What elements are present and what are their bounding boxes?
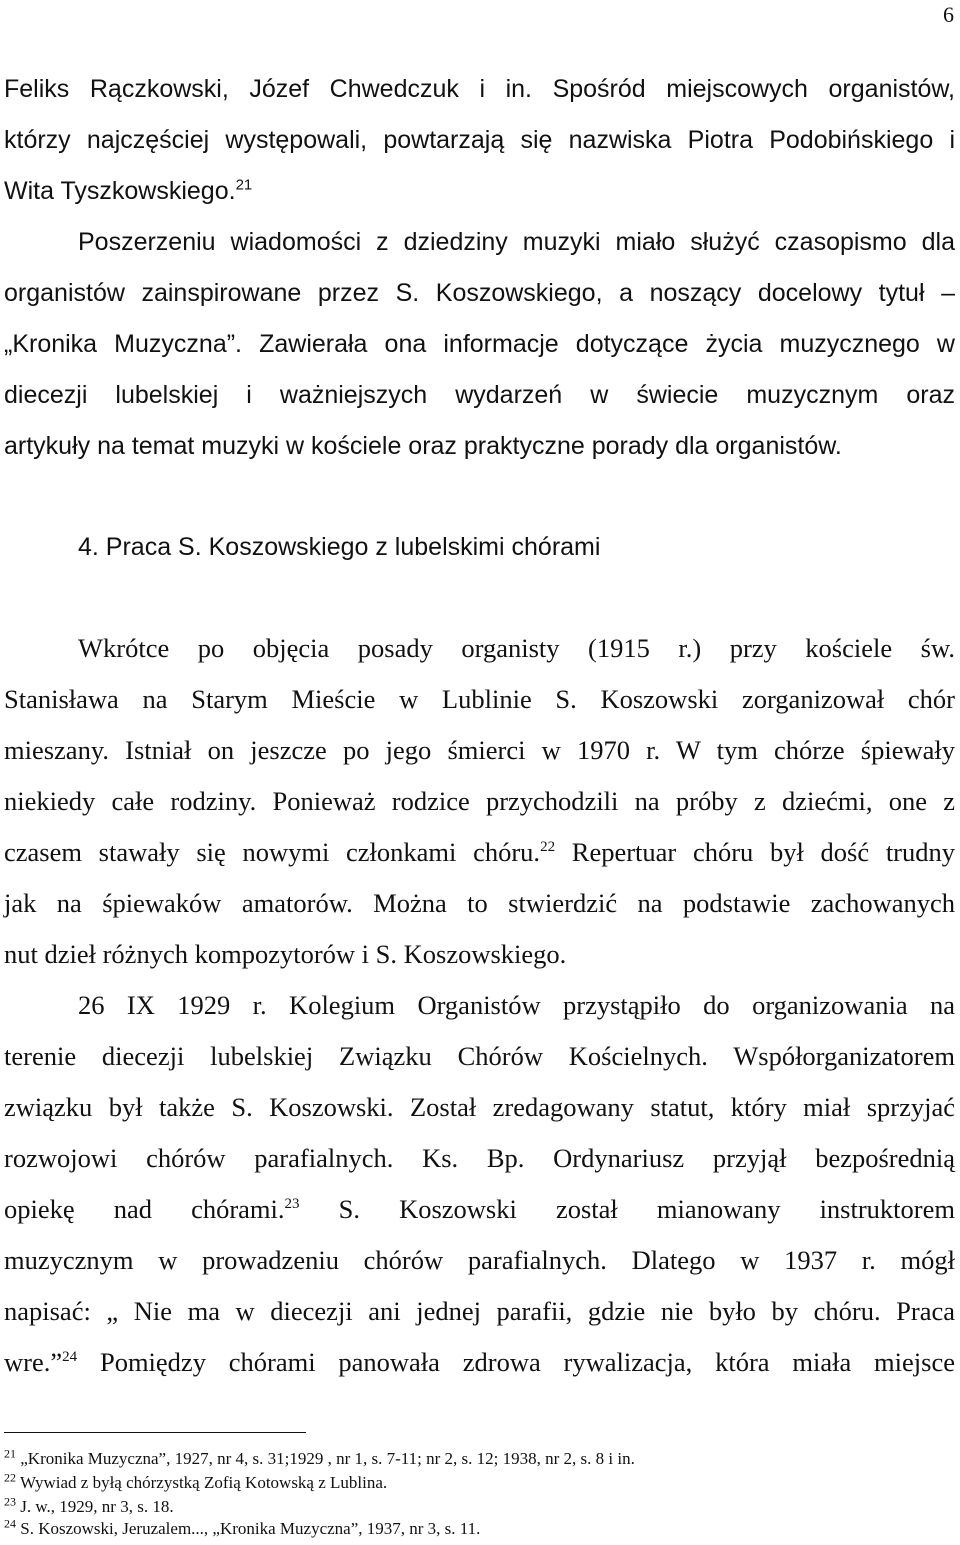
text-line: Feliks Rączkowski, Józef Chwedczuk i in. Spośród miejscowych organistów,	[4, 75, 955, 103]
footnote-ref: 22	[540, 839, 556, 856]
text-line: terenie diecezji lubelskiej Związku Chórów Kościelnych. Współorganizatorem	[4, 1041, 955, 1071]
text-line: muzycznym w prowadzeniu chórów parafialnych. Dlatego w 1937 r. mógł	[4, 1245, 955, 1275]
text-line: Poszerzeniu wiadomości z dziedziny muzyki miało służyć czasopismo dla	[78, 228, 955, 256]
text-line: opiekę nad chórami.$^{23}$ S. Koszowski został mianowany instruktorem	[4, 1194, 955, 1224]
section-heading: 4. Praca S. Koszowskiego z lubelskimi chórami	[78, 533, 601, 561]
text-line: Wita Tyszkowskiego.$^{21}$	[4, 176, 253, 205]
text-line: związku był także S. Koszowski. Został zredagowany statut, który miał sprzyjać	[4, 1092, 955, 1122]
footnote-ref: 21	[235, 176, 253, 194]
text-line: jak na śpiewaków amatorów. Można to stwierdzić na podstawie zachowanych	[4, 888, 955, 918]
text-line: wre.”$^{24}$ Pomiędzy chórami panowała zdrowa rywalizacja, która miała miejsce	[4, 1347, 955, 1377]
text-line: mieszany. Istniał on jeszcze po jego śmierci w 1970 r. W tym chórze śpiewały	[4, 735, 955, 765]
footnote-separator	[4, 1432, 306, 1433]
text-line: 26 IX 1929 r. Kolegium Organistów przystąpiło do organizowania na	[78, 990, 955, 1020]
text-line: napisać: „ Nie ma w diecezji ani jednej parafii, gdzie nie było by chóru. Praca	[4, 1296, 955, 1326]
footnote: $^{22}$ Wywiad z byłą chórzystką Zofią Kotowską z Lublina.	[4, 1470, 388, 1492]
text-line: diecezji lubelskiej i ważniejszych wydarzeń w świecie muzycznym oraz	[4, 381, 955, 409]
text-line: artykuły na temat muzyki w kościele oraz praktyczne porady dla organistów.	[4, 432, 842, 460]
text-line: Wkrótce po objęcia posady organisty (1915 r.) przy kościele św.	[78, 633, 955, 663]
footnote: $^{23}$ J. w., 1929, nr 3, s. 18.	[4, 1494, 174, 1516]
footnote-ref: 24	[62, 1349, 78, 1366]
footnote: $^{21}$ „Kronika Muzyczna”, 1927, nr 4, s. 31;1929 , nr 1, s. 7-11; nr 2, s. 12; 1938, nr 2, s. 8 i in.	[4, 1446, 635, 1468]
footnote-ref: 23	[284, 1196, 300, 1213]
footnote: $^{24}$ S. Koszowski, Jeruzalem..., „Kronika Muzyczna”, 1937, nr 3, s. 11.	[4, 1516, 481, 1538]
text-line: nut dzieł różnych kompozytorów i S. Koszowskiego.	[4, 939, 567, 969]
text-line: niekiedy całe rodziny. Ponieważ rodzice przychodzili na próby z dziećmi, one z	[4, 786, 955, 816]
text-line: którzy najczęściej występowali, powtarzają się nazwiska Piotra Podobińskiego i	[4, 126, 955, 154]
text-line: rozwojowi chórów parafialnych. Ks. Bp. Ordynariusz przyjął bezpośrednią	[4, 1143, 955, 1173]
text-line: „Kronika Muzyczna”. Zawierała ona informacje dotyczące życia muzycznego w	[4, 330, 955, 358]
text-line: Stanisława na Starym Mieście w Lublinie S. Koszowski zorganizował chór	[4, 684, 955, 714]
page-number: 6	[943, 2, 954, 27]
text-line: organistów zainspirowane przez S. Koszowskiego, a noszący docelowy tytuł –	[4, 279, 955, 307]
text-line: czasem stawały się nowymi członkami chóru.$^{22}$ Repertuar chóru był dość trudny	[4, 837, 955, 867]
